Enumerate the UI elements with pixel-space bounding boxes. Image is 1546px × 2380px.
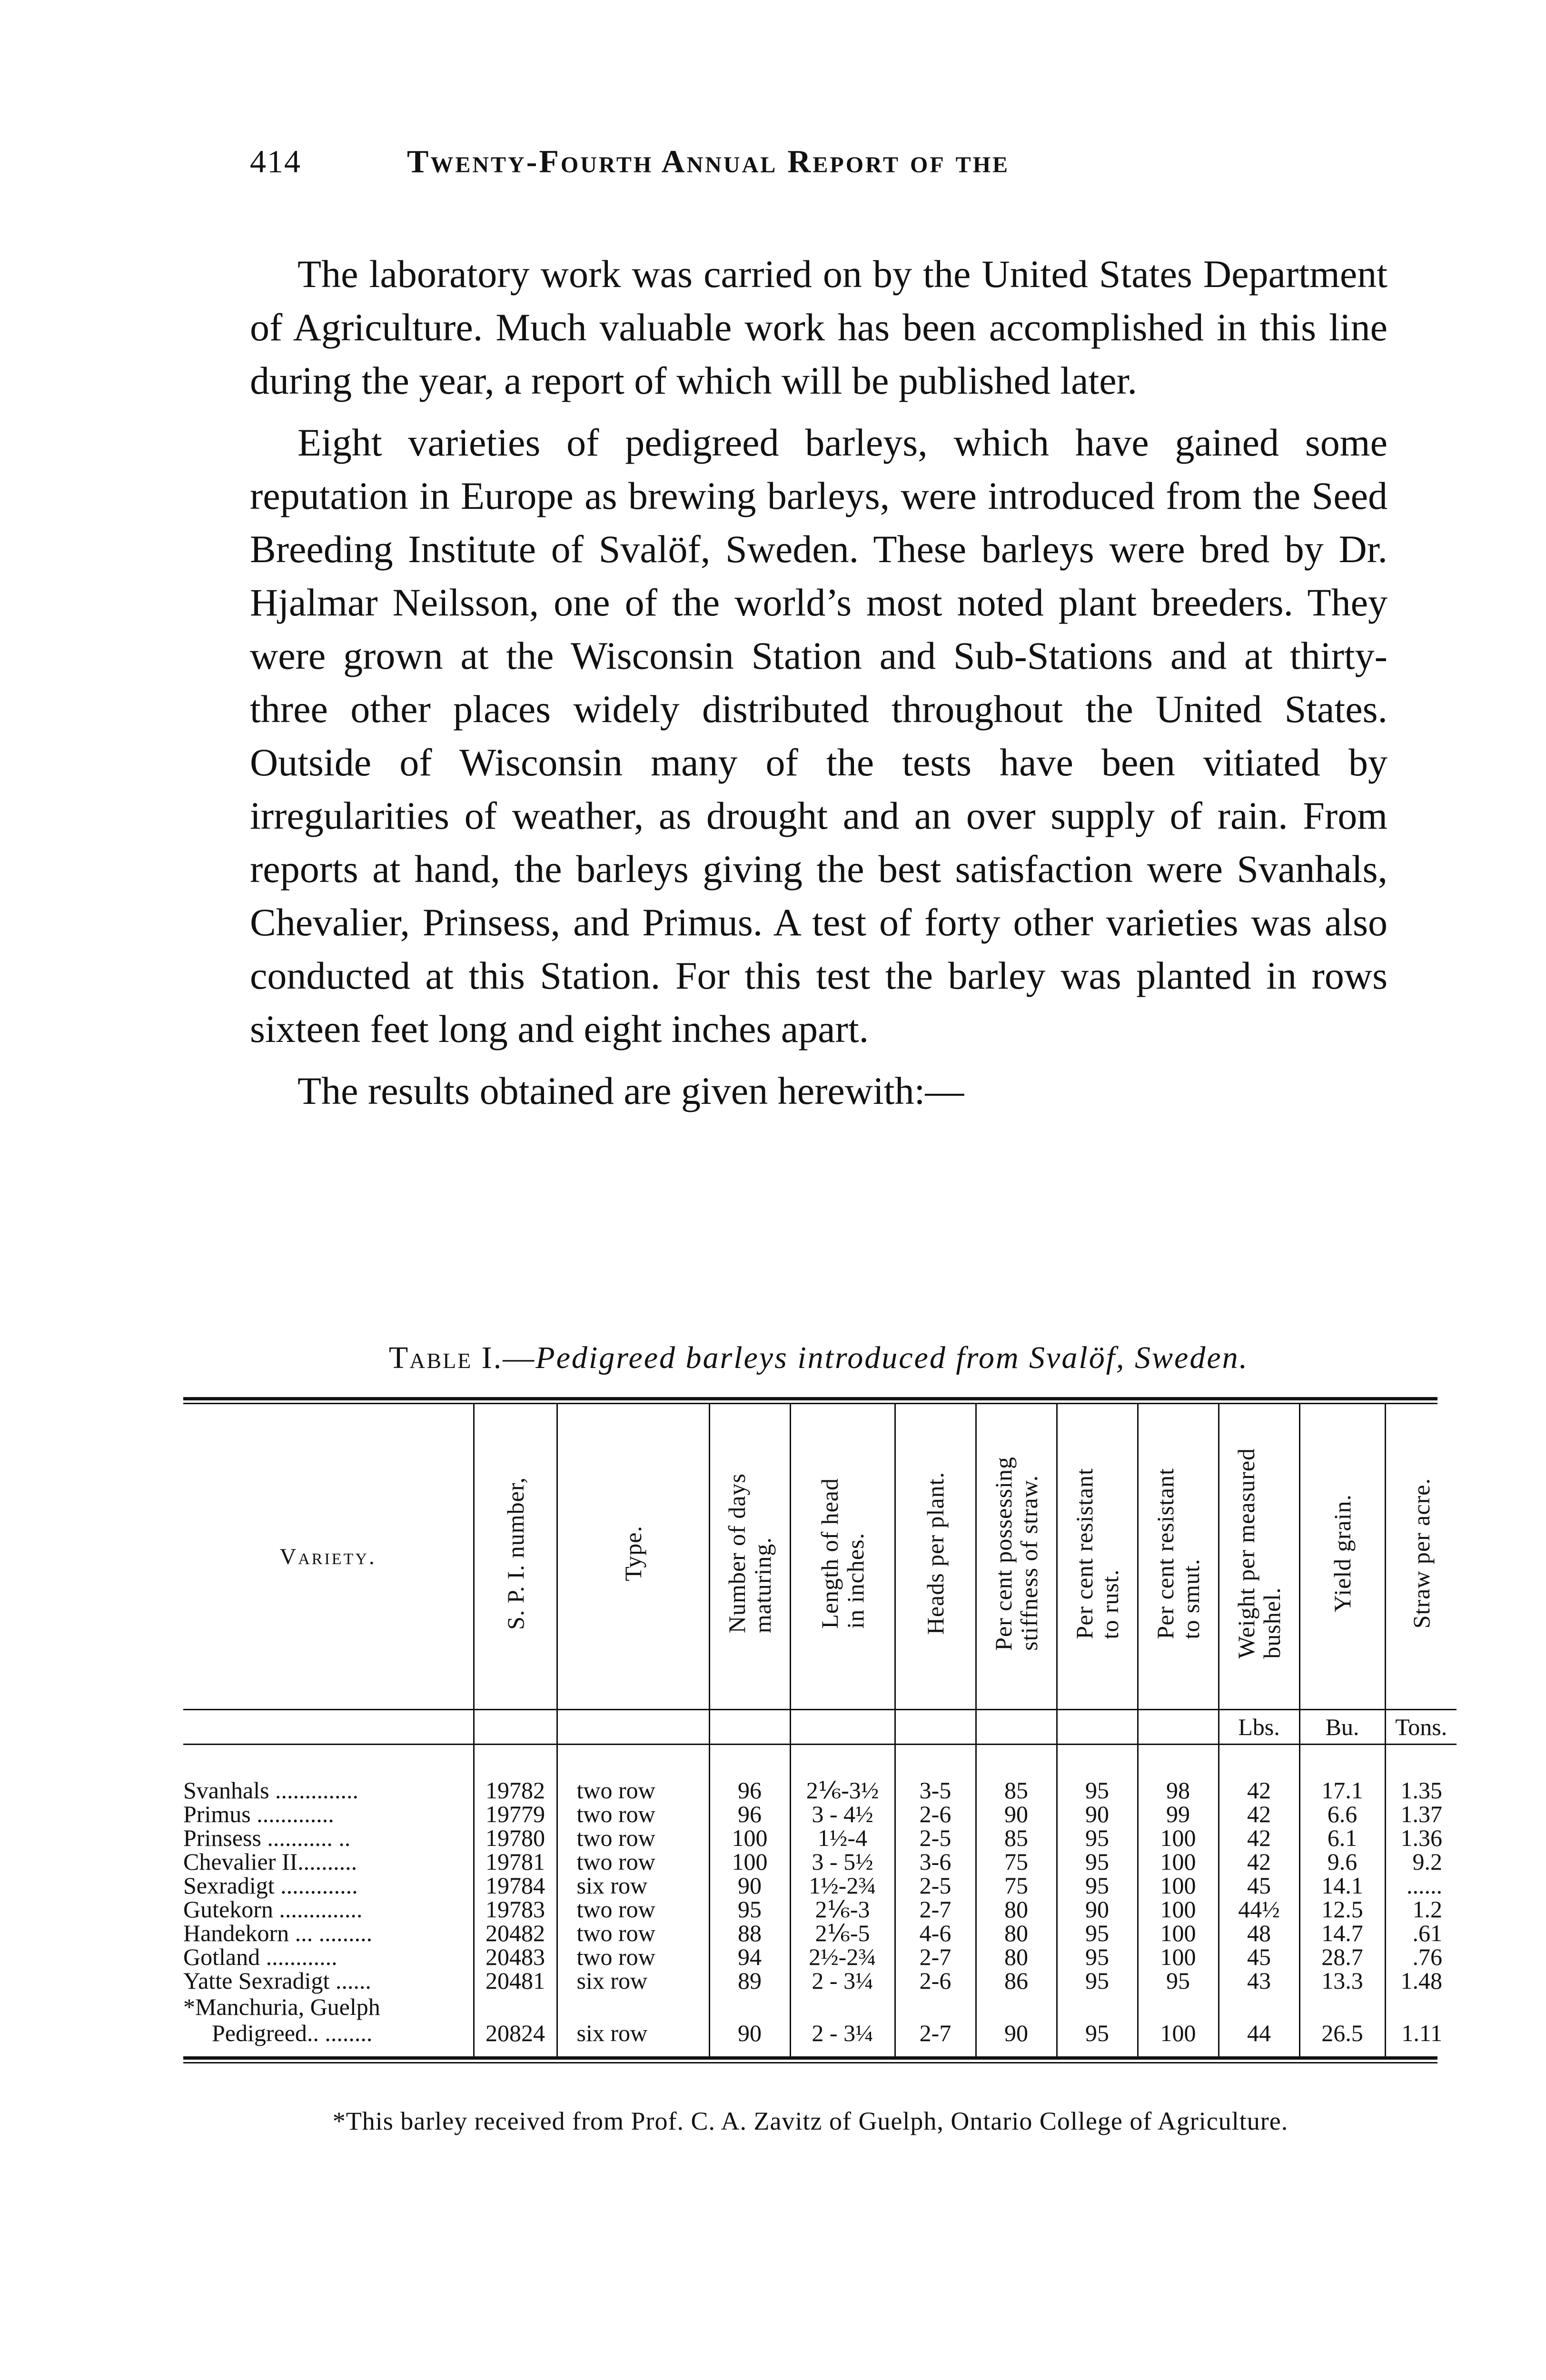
cell-spi: 20481 <box>474 1969 557 1993</box>
unit-straw: Tons. <box>1385 1710 1457 1745</box>
cell-spi: 20483 <box>474 1945 557 1969</box>
cell-days: 95 <box>709 1897 790 1921</box>
cell-yield: 6.6 <box>1299 1802 1385 1826</box>
cell-yield: 9.6 <box>1299 1850 1385 1874</box>
cell-smut: 98 <box>1138 1778 1219 1802</box>
table-row <box>183 1969 1457 1993</box>
cell-type: two row <box>557 1850 709 1874</box>
cell-spi: 19781 <box>474 1850 557 1874</box>
cell-type: six row <box>557 1969 709 1993</box>
cell-yield: 17.1 <box>1299 1778 1385 1802</box>
col-variety: Variety. <box>279 1544 377 1569</box>
cell-heads: 2-7 <box>895 1945 976 1969</box>
cell-weight: 42 <box>1219 1850 1299 1874</box>
table-row <box>183 1874 1457 1897</box>
cell-straw: .61 <box>1385 1921 1457 1945</box>
table-row-manchuria-1: *Manchuria, Guelph <box>183 1993 1457 2021</box>
cell-straw: 1.35 <box>1385 1778 1457 1802</box>
col-yield: Yield grain. <box>1299 1404 1385 1710</box>
cell-variety: Sexradigt ............. <box>183 1872 358 1899</box>
paragraph-2: Eight varieties of pedigreed barleys, which have gained some reputation in Europe as brewing barleys, were introduced from the Seed Breeding Institute of Svalöf, Sweden. These barleys were bred by Dr. Hjalmar Neilsson, one of the world’s most noted plant breeders. They were grown at the Wisconsin Station and Sub-Stations and at thirty-three other places widely distributed throughout the United States. Outside of Wisconsin many of the tests have been vitiated by irregularities of weather, as drought and an over supply of rain. From reports at hand, the barleys giving the best satisfaction were Svanhals, Chevalier, Prinsess, and Primus. A test of forty other varieties was also conducted at this Station. For this test the barley was planted in rows sixteen feet long and eight inches apart. <box>250 421 1387 1051</box>
col-days: Number of days maturing. <box>709 1404 790 1710</box>
cell-rust: 90 <box>1057 1802 1138 1826</box>
cell-length: 2⅙-3½ <box>790 1778 895 1802</box>
cell-stiffness: 80 <box>976 1897 1057 1921</box>
cell-type: two row <box>557 1826 709 1850</box>
barley-table <box>183 1397 1447 2063</box>
table-label: Table I.— <box>388 1340 536 1375</box>
table-caption <box>250 1340 1387 1376</box>
cell-straw: 9.2 <box>1385 1850 1457 1874</box>
cell-stiffness: 80 <box>976 1945 1057 1969</box>
cell-smut: 100 <box>1138 1897 1219 1921</box>
cell-length: 2⅙-3 <box>790 1897 895 1921</box>
cell-smut: 100 <box>1138 1945 1219 1969</box>
cell-weight: 42 <box>1219 1778 1299 1802</box>
cell-heads: 2-6 <box>895 1969 976 1993</box>
cell-length: 2½-2¾ <box>790 1945 895 1969</box>
cell-stiffness: 86 <box>976 1969 1057 1993</box>
cell-rust: 95 <box>1057 1921 1138 1945</box>
unit-weight: Lbs. <box>1219 1710 1299 1745</box>
cell-rust: 95 <box>1057 1945 1138 1969</box>
cell-length: 3 - 4½ <box>790 1802 895 1826</box>
cell-weight: 45 <box>1219 1945 1299 1969</box>
table-bottom-rule <box>183 2056 1437 2063</box>
cell-spi: 19782 <box>474 1778 557 1802</box>
cell-yield: 13.3 <box>1299 1969 1385 1993</box>
cell-variety: Yatte Sexradigt ...... <box>183 1967 371 1994</box>
cell-straw: ...... <box>1385 1874 1457 1897</box>
cell-straw: .76 <box>1385 1945 1457 1969</box>
col-straw: Straw per acre. <box>1385 1404 1457 1710</box>
cell-heads: 2-7 <box>895 1897 976 1921</box>
cell-variety: Chevalier II.......... <box>183 1848 357 1875</box>
col-length: Length of head in inches. <box>790 1404 895 1710</box>
cell-stiffness: 85 <box>976 1826 1057 1850</box>
cell-days: 96 <box>709 1802 790 1826</box>
cell-type: two row <box>557 1802 709 1826</box>
cell-stiffness: 80 <box>976 1921 1057 1945</box>
cell-rust: 95 <box>1057 1826 1138 1850</box>
cell-smut: 100 <box>1138 1850 1219 1874</box>
cell-heads: 2-5 <box>895 1826 976 1850</box>
cell-smut: 99 <box>1138 1802 1219 1826</box>
cell-rust: 90 <box>1057 1897 1138 1921</box>
cell-spi: 19779 <box>474 1802 557 1826</box>
cell-spi: 19784 <box>474 1874 557 1897</box>
cell-stiffness: 85 <box>976 1778 1057 1802</box>
cell-length: 2 - 3¼ <box>790 1969 895 1993</box>
table-row <box>183 1826 1457 1850</box>
cell-spi: 19780 <box>474 1826 557 1850</box>
cell-weight: 48 <box>1219 1921 1299 1945</box>
cell-days: 90 <box>709 1874 790 1897</box>
header-row <box>183 1404 1457 1710</box>
cell-days: 94 <box>709 1945 790 1969</box>
cell-smut: 100 <box>1138 1921 1219 1945</box>
cell-stiffness: 75 <box>976 1850 1057 1874</box>
cell-straw: 1.37 <box>1385 1802 1457 1826</box>
cell-length: 3 - 5½ <box>790 1850 895 1874</box>
running-title: Twenty-Fourth Annual Report of the <box>407 143 1010 179</box>
cell-type: six row <box>557 1874 709 1897</box>
cell-days: 88 <box>709 1921 790 1945</box>
units-row <box>183 1710 1457 1745</box>
cell-days: 89 <box>709 1969 790 1993</box>
table-row <box>183 1850 1457 1874</box>
cell-smut: 100 <box>1138 1874 1219 1897</box>
cell-yield: 28.7 <box>1299 1945 1385 1969</box>
cell-rust: 95 <box>1057 1969 1138 1993</box>
cell-heads: 3-6 <box>895 1850 976 1874</box>
cell-yield: 14.1 <box>1299 1874 1385 1897</box>
cell-type: two row <box>557 1778 709 1802</box>
cell-weight: 42 <box>1219 1826 1299 1850</box>
cell-weight: 43 <box>1219 1969 1299 1993</box>
cell-variety: Primus ............. <box>183 1801 334 1827</box>
col-type: Type. <box>557 1404 709 1710</box>
page-number: 414 <box>250 143 301 179</box>
cell-days: 96 <box>709 1778 790 1802</box>
body-text <box>250 248 1387 1118</box>
table-row <box>183 1778 1457 1802</box>
cell-days: 100 <box>709 1826 790 1850</box>
cell-type: two row <box>557 1921 709 1945</box>
cell-variety: Prinsess ........... .. <box>183 1825 351 1851</box>
cell-length: 1½-2¾ <box>790 1874 895 1897</box>
cell-yield: 12.5 <box>1299 1897 1385 1921</box>
cell-weight: 42 <box>1219 1802 1299 1826</box>
cell-straw: 1.2 <box>1385 1897 1457 1921</box>
col-weight: Weight per measured bushel. <box>1219 1404 1299 1710</box>
cell-straw: 1.36 <box>1385 1826 1457 1850</box>
cell-smut: 95 <box>1138 1969 1219 1993</box>
cell-heads: 3-5 <box>895 1778 976 1802</box>
table-body <box>183 1778 1457 2056</box>
table-row-manchuria-2: Pedigreed.. ........ 20824 six row 90 2 - 3¼ 2-7 90 95 100 44 26.5 1.11 <box>183 2021 1457 2045</box>
paragraph-3: The results obtained are given herewith:— <box>297 1069 964 1112</box>
col-heads: Heads per plant. <box>895 1404 976 1710</box>
cell-spi: 19783 <box>474 1897 557 1921</box>
col-rust: Per cent resistant to rust. <box>1057 1404 1138 1710</box>
cell-rust: 95 <box>1057 1874 1138 1897</box>
cell-stiffness: 90 <box>976 1802 1057 1826</box>
cell-stiffness: 75 <box>976 1874 1057 1897</box>
col-smut: Per cent resistant to smut. <box>1138 1404 1219 1710</box>
cell-spi: 20482 <box>474 1921 557 1945</box>
cell-rust: 95 <box>1057 1850 1138 1874</box>
cell-days: 100 <box>709 1850 790 1874</box>
table-top-rule <box>183 1397 1437 1404</box>
footnote: *This barley received from Prof. C. A. Zavitz of Guelph, Ontario College of Agriculture. <box>332 2107 1288 2135</box>
table-row <box>183 1945 1457 1969</box>
cell-heads: 2-6 <box>895 1802 976 1826</box>
cell-weight: 44½ <box>1219 1897 1299 1921</box>
cell-smut: 100 <box>1138 1826 1219 1850</box>
cell-variety: Gutekorn .............. <box>183 1896 363 1923</box>
cell-variety: Gotland ............ <box>183 1944 337 1970</box>
cell-length: 2⅙-5 <box>790 1921 895 1945</box>
cell-variety: Handekorn ... ......... <box>183 1920 373 1946</box>
cell-type: two row <box>557 1945 709 1969</box>
cell-heads: 2-5 <box>895 1874 976 1897</box>
running-head <box>250 143 1392 180</box>
data-table <box>183 1404 1457 2056</box>
cell-rust: 95 <box>1057 1778 1138 1802</box>
cell-weight: 45 <box>1219 1874 1299 1897</box>
table-title: Pedigreed barleys introduced from Svalöf, Sweden. <box>535 1340 1249 1375</box>
cell-variety: Svanhals .............. <box>183 1777 359 1804</box>
cell-straw: 1.48 <box>1385 1969 1457 1993</box>
col-spi: S. P. I. number, <box>474 1404 557 1710</box>
cell-type: two row <box>557 1897 709 1921</box>
cell-yield: 6.1 <box>1299 1826 1385 1850</box>
cell-length: 1½-4 <box>790 1826 895 1850</box>
cell-heads: 4-6 <box>895 1921 976 1945</box>
table-row <box>183 1921 1457 1945</box>
table-row <box>183 1802 1457 1826</box>
paragraph-1: The laboratory work was carried on by the United States Department of Agriculture. Much valuable work has been accomplished in this line during the year, a report of which will be published later. <box>250 252 1387 402</box>
unit-yield: Bu. <box>1299 1710 1385 1745</box>
cell-yield: 14.7 <box>1299 1921 1385 1945</box>
col-stiffness: Per cent possessing stiffness of straw. <box>976 1404 1057 1710</box>
table-row <box>183 1897 1457 1921</box>
